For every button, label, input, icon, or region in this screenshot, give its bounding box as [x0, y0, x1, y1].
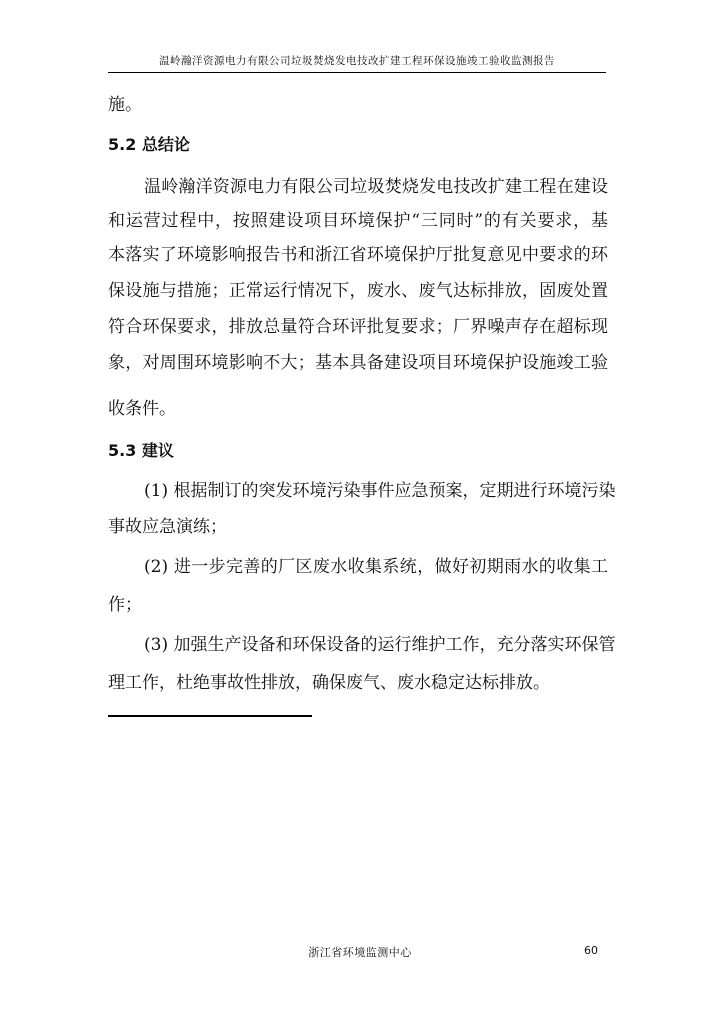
- conclusion-line-5: 符合环保要求，排放总量符合环评批复要求；厂界噪声存在超标现: [108, 317, 608, 337]
- conclusion-line-4: 保设施与措施；正常运行情况下，废水、废气达标排放，固废处置: [108, 281, 608, 301]
- suggestion-1-line-2: 事故应急演练；: [108, 517, 227, 537]
- conclusion-line-6: 象，对周围环境影响不大；基本具备建设项目环境保护设施竣工验: [108, 353, 608, 373]
- section-5-2-heading: 5.2 总结论: [108, 135, 190, 154]
- header-rule: [108, 72, 606, 73]
- footnote-rule: [108, 715, 312, 717]
- continuation-text: 施。: [108, 95, 142, 115]
- page-number: 60: [584, 944, 598, 957]
- suggestion-3-line-1: (3) 加强生产设备和环保设备的运行维护工作，充分落实环保管: [144, 635, 616, 655]
- conclusion-line-2: 和运营过程中，按照建设项目环境保护“三同时”的有关要求，基: [108, 211, 608, 231]
- conclusion-line-1: 温岭瀚洋资源电力有限公司垃圾焚烧发电技改扩建工程在建设: [144, 177, 608, 197]
- header-title: 温岭瀚洋资源电力有限公司垃圾焚烧发电技改扩建工程环保设施竣工验收监测报告: [159, 55, 555, 67]
- suggestion-2-line-2: 作；: [108, 595, 142, 615]
- conclusion-line-3: 本落实了环境影响报告书和浙江省环境保护厅批复意见中要求的环: [108, 245, 608, 265]
- suggestion-2-line-1: (2) 进一步完善的厂区废水收集系统，做好初期雨水的收集工: [144, 557, 608, 577]
- suggestion-1-line-1: (1) 根据制订的突发环境污染事件应急预案，定期进行环境污染: [144, 481, 616, 501]
- section-5-3-heading: 5.3 建议: [108, 441, 174, 460]
- suggestion-3-line-2: 理工作，杜绝事故性排放，确保废气、废水稳定达标排放。: [108, 673, 550, 693]
- footer-org: 浙江省环境监测中心: [308, 946, 412, 959]
- conclusion-line-7: 收条件。: [108, 399, 176, 419]
